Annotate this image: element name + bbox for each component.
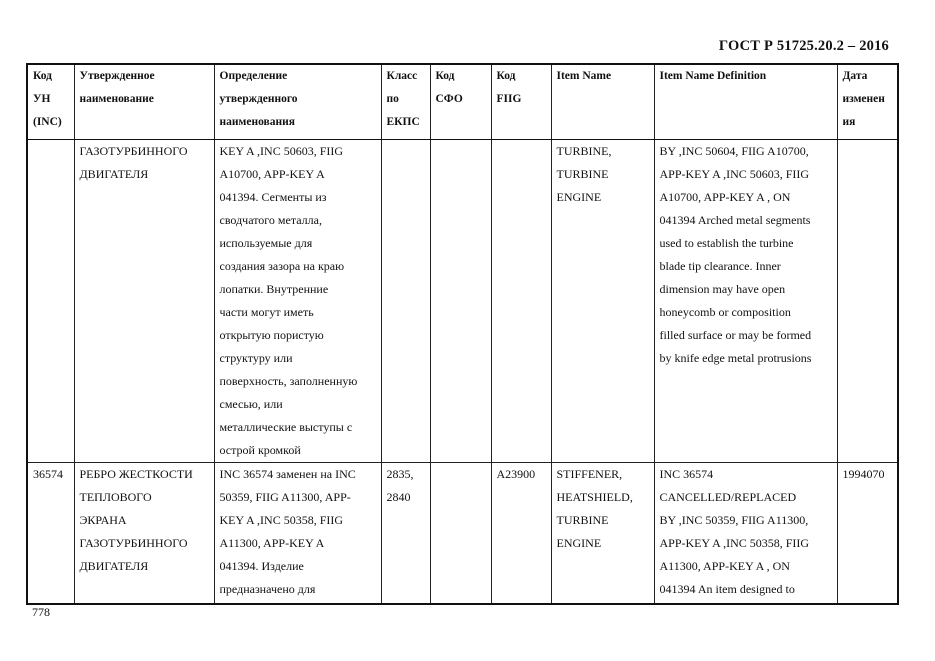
cell-item-definition: INC 36574 CANCELLED/REPLACED BY ,INC 50359, FIIG A11300, APP-KEY A ,INC 50358, FIIG A11300, APP-KEY A , ON 041394 An item designed to [654,462,837,604]
cell-sfo [430,462,491,604]
cell-sfo [430,139,491,462]
cell-item-name: TURBINE, TURBINE ENGINE [551,139,654,462]
cell-item-name: STIFFENER, HEATSHIELD, TURBINE ENGINE [551,462,654,604]
cell-fiig [491,139,551,462]
column-header-sfo: Код СФО [430,64,491,139]
cell-definition: INC 36574 заменен на INC 50359, FIIG A11300, APP- KEY A ,INC 50358, FIIG A11300, APP-KEY A 041394. Изделие предназначено для [214,462,381,604]
column-header-item-definition: Item Name Definition [654,64,837,139]
cell-date: 1994070 [837,462,898,604]
cell-item-definition: BY ,INC 50604, FIIG A10700, APP-KEY A ,INC 50603, FIIG A10700, APP-KEY A , ON 041394 Arched metal segments used to establish the turbine blade tip clearance. Inner dimension may have open honeycomb or composition filled surface or may be formed by knife edge metal protrusions [654,139,837,462]
cell-inc [27,139,74,462]
column-header-inc: Код УН (INC) [27,64,74,139]
column-header-item-name: Item Name [551,64,654,139]
column-header-definition: Определение утвержденного наименования [214,64,381,139]
column-header-fiig: Код FIIG [491,64,551,139]
cell-fiig: A23900 [491,462,551,604]
table-header-row [27,64,898,139]
cell-approved-name: ГАЗОТУРБИННОГО ДВИГАТЕЛЯ [74,139,214,462]
column-header-class: Класс по ЕКПС [381,64,430,139]
cell-date [837,139,898,462]
cell-class: 2835, 2840 [381,462,430,604]
specification-table [26,63,899,605]
column-header-approved-name: Утвержденное наименование [74,64,214,139]
cell-definition: KEY A ,INC 50603, FIIG A10700, APP-KEY A 041394. Сегменты из сводчатого металла, используемые для создания зазора на краю лопатки. Внутренние части могут иметь открытую пористую структуру или поверхность, заполненную смесью, или металлические выступы с острой кромкой [214,139,381,462]
cell-approved-name: РЕБРО ЖЕСТКОСТИ ТЕПЛОВОГО ЭКРАНА ГАЗОТУРБИННОГО ДВИГАТЕЛЯ [74,462,214,604]
table-row [27,139,898,462]
cell-inc: 36574 [27,462,74,604]
cell-class [381,139,430,462]
page-number: 778 [32,605,50,619]
table-row [27,462,898,604]
document-header: ГОСТ Р 51725.20.2 – 2016 [718,38,889,54]
column-header-date: Дата изменен ия [837,64,898,139]
